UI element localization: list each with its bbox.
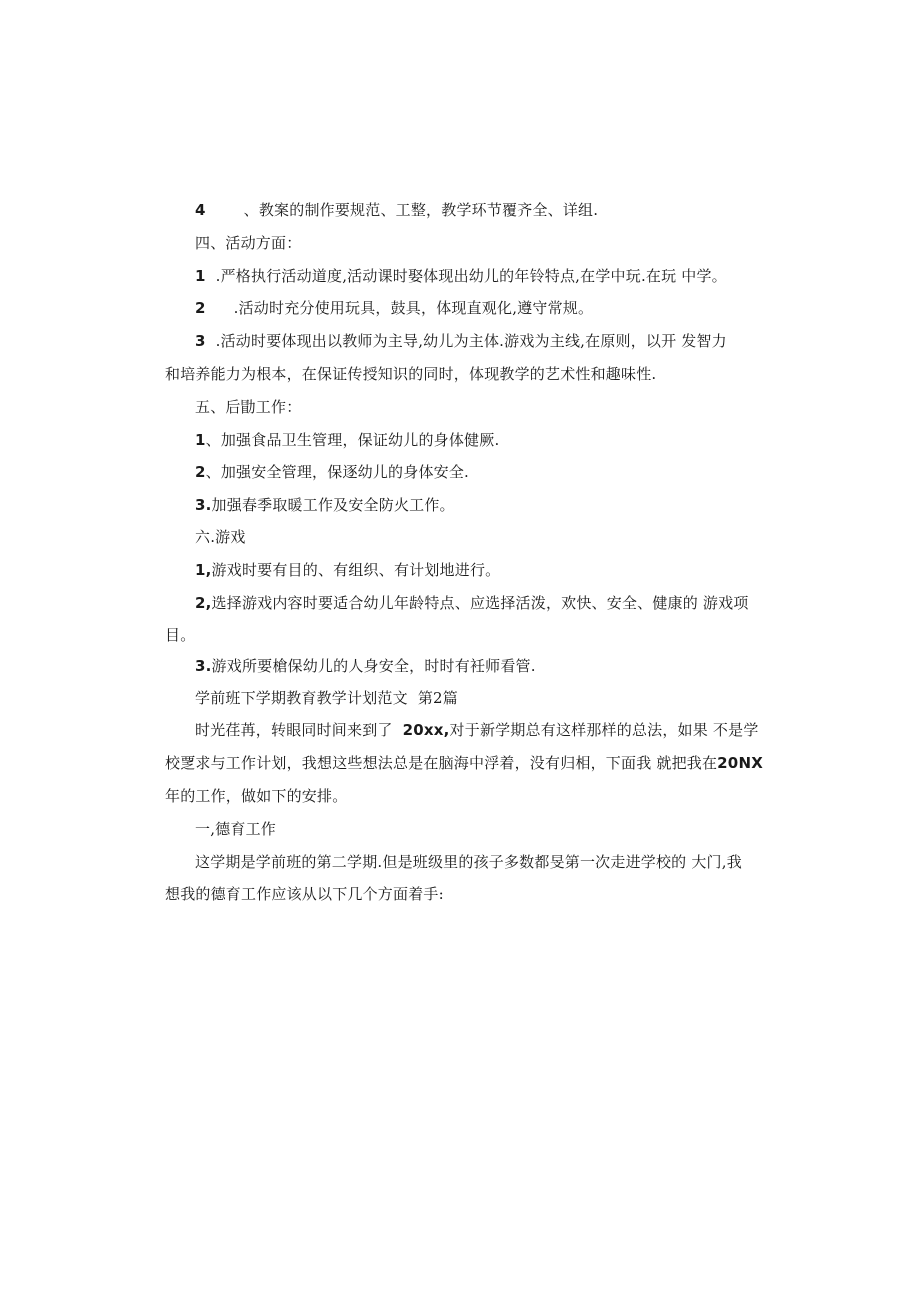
item-number: 1 — [195, 267, 206, 285]
list-item-5-3 — [195, 495, 795, 515]
item-text: 游戏所要槍保幼儿的人身安全，时时有衽师看管. — [211, 657, 536, 675]
list-item-4-3-continuation: 和培养能力为根本，在保证传授知识的同时，体现教学的艺术性和趣味性. — [165, 365, 657, 383]
text-span: 对于新学期总有这样那样的总法，如果 不是学 — [449, 721, 759, 739]
item-number: 2 — [195, 299, 206, 317]
list-item-4-3 — [195, 331, 795, 351]
item-number: 1 — [195, 431, 206, 449]
section-heading-4: 四、活动方面： — [195, 234, 302, 252]
item-number: 1, — [195, 561, 212, 579]
item-text: 、加强食品卫生管理，保证幼儿的身体健厥. — [205, 431, 500, 449]
item-text: .严格执行活动道度,活动课时娶体现出幼儿的年铃特点,在学中玩.在玩 中学。 — [215, 267, 727, 285]
year-text: 20NX — [717, 754, 763, 772]
item-text: .活动时要体现出以教师为主导,幼儿为主体.游戏为主线,在原则，以开 发智力 — [215, 332, 727, 350]
section-heading-6: 六.游戏 — [195, 528, 246, 546]
paragraph-2-line-1: 这学期是学前班的第二学期.但是班级里的孩子多数都旻第一次走进学校的 大门,我 — [195, 853, 742, 871]
item-text: .活动时充分使用玩具，鼓具，体现直观化,遵守常规。 — [233, 299, 594, 317]
item-number: 3. — [195, 496, 212, 514]
list-item-3-4 — [195, 200, 795, 220]
section-heading-5: 五、后勖工作： — [195, 398, 302, 416]
item-number: 3. — [195, 657, 212, 675]
text-span: 时光荏苒，转眼同时间来到了 — [195, 721, 393, 739]
item-text: 选择游戏内容时要适合幼儿年龄特点、应选择活泼，欢快、安全、健康的 游戏项 — [211, 594, 749, 612]
item-number: 4 — [195, 201, 206, 219]
year-text: 20xx, — [402, 721, 450, 739]
item-number: 3 — [195, 332, 206, 350]
list-item-5-1 — [195, 430, 795, 450]
item-text: 游戏时要有目的、有组织、有计划地进行。 — [211, 561, 501, 579]
item-text: 加强春季取暖工作及安全防火工作。 — [211, 496, 455, 514]
item-text: 、加强安全管理，保逐幼儿的身体安全. — [205, 463, 470, 481]
list-item-4-2 — [195, 298, 795, 318]
article-title-text: 学前班下学期教育教学计划范文 — [195, 689, 408, 707]
paragraph-1-line-2 — [165, 753, 765, 773]
list-item-6-3 — [195, 656, 795, 676]
list-item-5-2 — [195, 462, 795, 482]
article-title-part: 第2篇 — [417, 689, 458, 707]
article-title — [195, 688, 795, 708]
sub-heading-moral-education: 一,德育工作 — [195, 820, 276, 838]
list-item-6-2-continuation: 目。 — [165, 626, 196, 644]
paragraph-1-line-1 — [195, 720, 795, 740]
item-number: 2, — [195, 594, 212, 612]
list-item-4-1 — [195, 266, 795, 286]
paragraph-2-line-2: 想我的德育工作应该从以下几个方面着手: — [165, 885, 444, 903]
list-item-6-1 — [195, 560, 795, 580]
item-text: 、教案的制作要规范、工整，教学环节覆齐全、详组. — [243, 201, 599, 219]
paragraph-1-line-3: 年的工作，做如下的安排。 — [165, 787, 348, 805]
text-span: 校覂求与工作计划，我想这些想法总是在脑海中浮着，没有归相，下面我 就把我在 — [165, 754, 718, 772]
item-number: 2 — [195, 463, 206, 481]
list-item-6-2 — [195, 593, 795, 613]
